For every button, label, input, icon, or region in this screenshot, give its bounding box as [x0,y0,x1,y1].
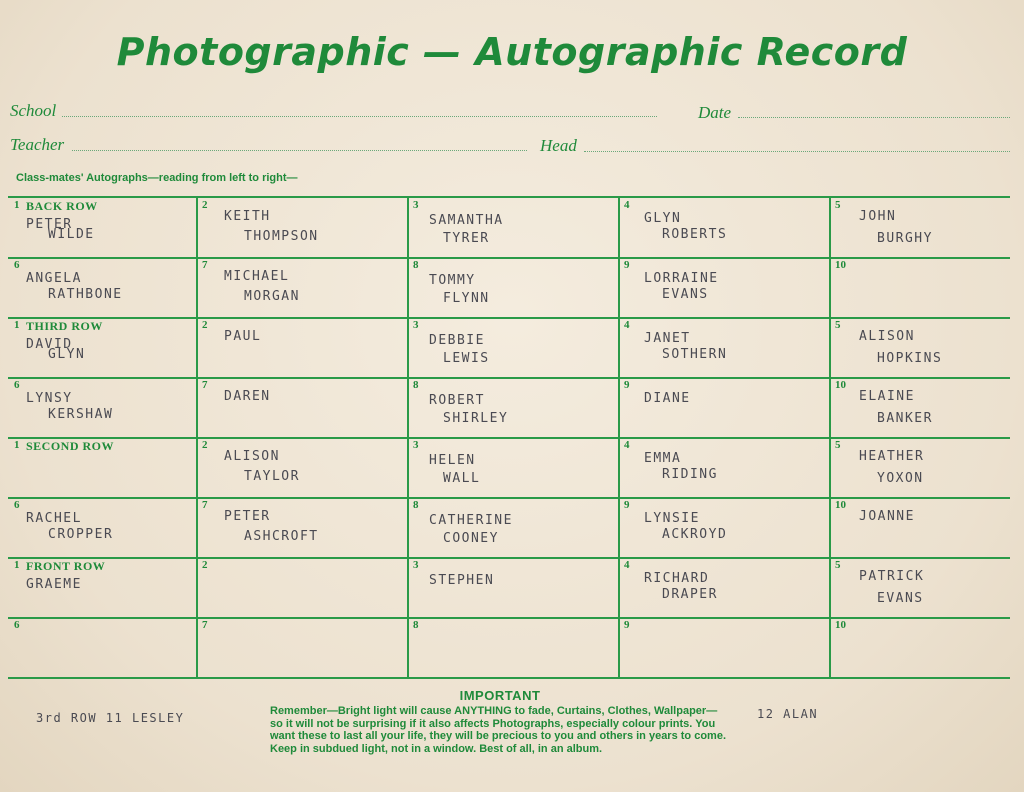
autograph-first-name: ROBERT [429,393,485,408]
cell-number: 3 [413,439,419,451]
autograph-cell[interactable] [618,437,829,497]
autograph-cell[interactable] [196,497,407,557]
autograph-last-name: HOPKINS [877,351,943,366]
autograph-cell[interactable] [829,617,1010,677]
autograph-last-name: ASHCROFT [244,529,319,544]
autograph-cell[interactable] [829,557,1010,617]
autograph-last-name: CROPPER [48,527,114,542]
cell-number: 8 [413,379,419,391]
autograph-cell[interactable] [407,257,618,317]
autograph-cell[interactable] [8,257,196,317]
autograph-first-name: HEATHER [859,449,925,464]
autograph-first-name: RACHEL [26,511,82,526]
autograph-last-name: EVANS [877,591,924,606]
teacher-label: Teacher [10,135,65,154]
autograph-cell[interactable] [196,377,407,437]
autographs-subheading: Class-mates' Autographs—reading from left to right— [16,172,298,184]
autograph-last-name: LEWIS [443,351,490,366]
grid-row-line [8,677,1010,679]
autograph-last-name: EVANS [662,287,709,302]
autograph-first-name: DIANE [644,391,691,406]
autograph-cell[interactable] [196,197,407,257]
row-label: SECOND ROW [26,439,115,453]
autograph-first-name: CATHERINE [429,513,513,528]
page-title: Photographic — Autographic Record [116,30,908,74]
cell-number: 4 [624,199,630,211]
cell-number: 7 [202,259,208,271]
autograph-first-name: DAREN [224,389,271,404]
cell-number: 4 [624,559,630,571]
autograph-first-name: PETER [224,509,271,524]
cell-number: 4 [624,319,630,331]
autograph-cell[interactable] [196,437,407,497]
autograph-first-name: TOMMY [429,273,476,288]
autograph-cell[interactable] [8,377,196,437]
cell-number: 10 [835,379,846,391]
cell-number: 10 [835,619,846,631]
cell-number: 5 [835,559,841,571]
cell-number: 8 [413,619,419,631]
cell-number: 6 [14,619,20,631]
autograph-last-name: BURGHY [877,231,933,246]
cell-number: 7 [202,499,208,511]
autograph-last-name: RIDING [662,467,718,482]
cell-number: 6 [14,259,20,271]
cell-number: 5 [835,199,841,211]
autograph-first-name: ELAINE [859,389,915,404]
autograph-cell[interactable] [618,197,829,257]
autograph-first-name: LORRAINE [644,271,719,286]
autograph-first-name: DAVID [26,337,73,352]
autograph-first-name: JOANNE [859,509,915,524]
autograph-first-name: GLYN [644,211,682,226]
autograph-cell[interactable] [8,197,196,257]
autograph-cell[interactable] [8,617,196,677]
autograph-first-name: RICHARD [644,571,710,586]
cell-number: 10 [835,259,846,271]
autograph-last-name: WALL [443,471,481,486]
autograph-last-name: DRAPER [662,587,718,602]
autograph-last-name: YOXON [877,471,924,486]
school-label: School [10,101,57,120]
autograph-cell[interactable] [196,617,407,677]
autograph-first-name: JOHN [859,209,897,224]
autograph-cell[interactable] [407,437,618,497]
autograph-last-name: KERSHAW [48,407,114,422]
cell-number: 3 [413,199,419,211]
cell-number: 6 [14,379,20,391]
autograph-cell[interactable] [618,257,829,317]
autograph-cell[interactable] [618,497,829,557]
autograph-first-name: JANET [644,331,691,346]
cell-number: 5 [835,319,841,331]
cell-number: 2 [202,559,208,571]
autograph-first-name: SAMANTHA [429,213,504,228]
autograph-first-name: LYNSIE [644,511,700,526]
autograph-first-name: ANGELA [26,271,82,286]
handwritten-note-right: 12 ALAN [757,707,819,721]
cell-number: 9 [624,259,630,271]
row-label: THIRD ROW [26,319,103,333]
cell-number: 8 [413,259,419,271]
autograph-cell[interactable] [618,557,829,617]
cell-number: 1 [14,439,20,451]
cell-number: 2 [202,439,208,451]
autograph-first-name: PETER [26,217,73,232]
autograph-cell[interactable] [8,497,196,557]
cell-number: 8 [413,499,419,511]
autograph-cell[interactable] [8,317,196,377]
autograph-last-name: RATHBONE [48,287,123,302]
autograph-cell[interactable] [196,317,407,377]
cell-number: 3 [413,319,419,331]
autograph-last-name: FLYNN [443,291,490,306]
autograph-last-name: ACKROYD [662,527,728,542]
handwritten-note-left: 3rd ROW 11 LESLEY [36,711,185,725]
autograph-first-name: STEPHEN [429,573,495,588]
date-label: Date [698,103,732,122]
autograph-last-name: BANKER [877,411,933,426]
autograph-cell[interactable] [829,377,1010,437]
autograph-cell[interactable] [407,617,618,677]
autograph-last-name: SHIRLEY [443,411,509,426]
cell-number: 4 [624,439,630,451]
cell-number: 2 [202,319,208,331]
autograph-cell[interactable] [618,617,829,677]
autograph-first-name: ALISON [859,329,915,344]
autograph-cell[interactable] [618,317,829,377]
autograph-cell[interactable] [829,317,1010,377]
autograph-first-name: GRAEME [26,577,82,592]
cell-number: 2 [202,199,208,211]
row-label: FRONT ROW [26,559,106,573]
autograph-cell[interactable] [829,257,1010,317]
head-label: Head [540,136,577,155]
cell-number: 1 [14,319,20,331]
autograph-last-name: COONEY [443,531,499,546]
cell-number: 6 [14,499,20,511]
autograph-last-name: ROBERTS [662,227,728,242]
cell-number: 10 [835,499,846,511]
autograph-cell[interactable] [407,197,618,257]
cell-number: 7 [202,379,208,391]
autograph-last-name: TAYLOR [244,469,300,484]
autograph-cell[interactable] [829,197,1010,257]
autograph-cell[interactable] [407,497,618,557]
autograph-last-name: TYRER [443,231,490,246]
school-line[interactable] [62,116,657,117]
autograph-last-name: MORGAN [244,289,300,304]
autograph-cell[interactable] [618,377,829,437]
cell-number: 1 [14,559,20,571]
autograph-last-name: THOMPSON [244,229,319,244]
autograph-cell[interactable] [407,377,618,437]
autograph-cell[interactable] [8,557,196,617]
autograph-first-name: EMMA [644,451,682,466]
cell-number: 3 [413,559,419,571]
autograph-first-name: HELEN [429,453,476,468]
autograph-last-name: WILDE [48,227,95,242]
cell-number: 9 [624,379,630,391]
cell-number: 7 [202,619,208,631]
autograph-cell[interactable] [8,437,196,497]
autograph-first-name: MICHAEL [224,269,290,284]
autograph-cell[interactable] [829,497,1010,557]
cell-number: 9 [624,619,630,631]
date-line[interactable] [738,117,1010,118]
autograph-first-name: ALISON [224,449,280,464]
row-label: BACK ROW [26,199,98,213]
cell-number: 1 [14,199,20,211]
autograph-first-name: LYNSY [26,391,73,406]
autograph-cell[interactable] [407,317,618,377]
autograph-last-name: GLYN [48,347,86,362]
cell-number: 5 [835,439,841,451]
important-notice: Remember—Bright light will cause ANYTHING to fade, Curtains, Clothes, Wallpaper—so it will not be surprising if it also affects Photographs, especially colour prints. You want these to last all your life, they will be precious to you and others in years to come. Keep in subdued light, not in a window. Best of all, in an album. [270,705,726,755]
autograph-cell[interactable] [196,257,407,317]
cell-number: 9 [624,499,630,511]
head-line[interactable] [584,151,1010,152]
autograph-first-name: PAUL [224,329,262,344]
autograph-first-name: KEITH [224,209,271,224]
autograph-first-name: DEBBIE [429,333,485,348]
teacher-line[interactable] [72,150,527,151]
autograph-cell[interactable] [196,557,407,617]
autograph-last-name: SOTHERN [662,347,728,362]
important-heading: IMPORTANT [459,688,541,703]
autograph-cell[interactable] [407,557,618,617]
autograph-first-name: PATRICK [859,569,925,584]
autograph-cell[interactable] [829,437,1010,497]
